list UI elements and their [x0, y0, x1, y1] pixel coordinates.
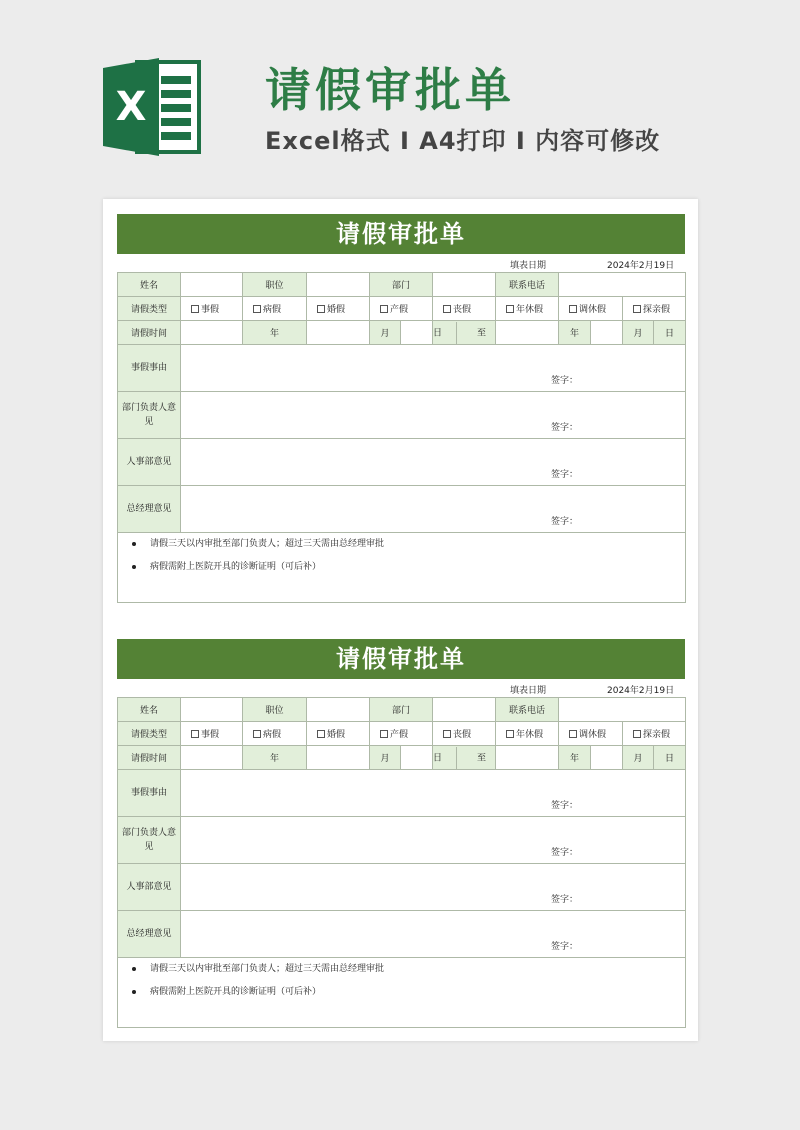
leave-type-label: 请假类型	[118, 297, 181, 321]
leave-type-option[interactable]: 病假	[243, 722, 307, 746]
gm-label: 总经理意见	[118, 911, 181, 958]
reason-label: 事假事由	[118, 770, 181, 817]
phone-input[interactable]	[559, 698, 686, 722]
dept-head-input[interactable]	[181, 817, 686, 864]
leave-type-option[interactable]: 调休假	[559, 297, 623, 321]
name-label: 姓名	[118, 698, 181, 722]
reason-input[interactable]	[181, 770, 686, 817]
leave-type-option[interactable]: 丧假	[433, 722, 496, 746]
department-input[interactable]	[433, 273, 496, 297]
reason-label: 事假事由	[118, 345, 181, 392]
year-unit: 年	[559, 746, 591, 770]
bullet-icon	[132, 565, 136, 569]
month-unit: 月	[623, 321, 654, 345]
gm-input[interactable]	[181, 486, 686, 533]
note-item: 请假三天以内审批至部门负责人；超过三天需由总经理审批	[132, 538, 685, 561]
phone-label: 联系电话	[496, 698, 559, 722]
form-table	[117, 697, 686, 1028]
page-title: 请假审批单	[265, 63, 515, 117]
date-row	[117, 254, 685, 272]
gm-input[interactable]	[181, 911, 686, 958]
year-unit: 年	[243, 321, 307, 345]
excel-logo-icon	[103, 58, 203, 156]
checkbox-icon[interactable]	[317, 730, 325, 738]
reason-input[interactable]	[181, 345, 686, 392]
start-month-input[interactable]	[307, 746, 370, 770]
form-title: 请假审批单	[117, 639, 685, 679]
leave-time-label: 请假时间	[118, 746, 181, 770]
signature-label: 签字：	[551, 470, 579, 480]
hr-input[interactable]	[181, 439, 686, 486]
hr-label: 人事部意见	[118, 439, 181, 486]
year-unit: 年	[559, 321, 591, 345]
leave-type-option[interactable]: 病假	[243, 297, 307, 321]
date-label: 填表日期	[510, 261, 547, 271]
name-input[interactable]	[181, 273, 243, 297]
leave-type-option[interactable]: 事假	[181, 297, 243, 321]
name-input[interactable]	[181, 698, 243, 722]
leave-time-label: 请假时间	[118, 321, 181, 345]
department-label: 部门	[370, 273, 433, 297]
day-to-cell: 日 至	[433, 746, 496, 770]
signature-label: 签字：	[551, 376, 579, 386]
leave-type-option[interactable]: 调休假	[559, 722, 623, 746]
phone-label: 联系电话	[496, 273, 559, 297]
leave-type-option[interactable]: 探亲假	[623, 722, 686, 746]
form-table	[117, 272, 686, 603]
start-year-input[interactable]	[181, 321, 243, 345]
bullet-icon	[132, 542, 136, 546]
dept-head-label: 部门负责人意见	[118, 817, 181, 864]
month-unit: 月	[623, 746, 654, 770]
svg-text:X: X	[115, 84, 147, 130]
dept-head-input[interactable]	[181, 392, 686, 439]
signature-label: 签字：	[551, 517, 579, 527]
leave-form	[117, 214, 685, 603]
signature-label: 签字：	[551, 895, 579, 905]
date-value: 2024年2月19日	[607, 686, 675, 696]
checkbox-icon[interactable]	[633, 305, 641, 313]
page-subtitle: Excel格式 I A4打印 I 内容可修改	[265, 127, 661, 155]
hr-input[interactable]	[181, 864, 686, 911]
bullet-icon	[132, 990, 136, 994]
notes-cell	[118, 958, 686, 1028]
leave-form	[117, 639, 685, 1028]
checkbox-icon[interactable]	[443, 730, 451, 738]
signature-label: 签字：	[551, 423, 579, 433]
note-item: 病假需附上医院开具的诊断证明（可后补）	[132, 561, 685, 584]
checkbox-icon[interactable]	[443, 305, 451, 313]
month-unit: 月	[370, 321, 401, 345]
day-unit: 日	[654, 746, 686, 770]
date-label: 填表日期	[510, 686, 547, 696]
checkbox-icon[interactable]	[191, 305, 199, 313]
date-row	[117, 679, 685, 697]
checkbox-icon[interactable]	[569, 730, 577, 738]
hr-label: 人事部意见	[118, 864, 181, 911]
start-day-input[interactable]	[401, 321, 433, 345]
day-unit: 日	[654, 321, 686, 345]
date-value: 2024年2月19日	[607, 261, 675, 271]
leave-type-option[interactable]: 婚假	[307, 722, 370, 746]
leave-type-option[interactable]: 事假	[181, 722, 243, 746]
signature-label: 签字：	[551, 848, 579, 858]
leave-type-option[interactable]: 探亲假	[623, 297, 686, 321]
end-year-input[interactable]	[496, 746, 559, 770]
leave-type-option[interactable]: 年休假	[496, 722, 559, 746]
note-item: 病假需附上医院开具的诊断证明（可后补）	[132, 986, 685, 1009]
department-input[interactable]	[433, 698, 496, 722]
checkbox-icon[interactable]	[506, 730, 514, 738]
end-year-input[interactable]	[496, 321, 559, 345]
start-day-input[interactable]	[401, 746, 433, 770]
signature-label: 签字：	[551, 801, 579, 811]
start-year-input[interactable]	[181, 746, 243, 770]
notes-cell	[118, 533, 686, 603]
page-header	[0, 0, 800, 190]
leave-type-option[interactable]: 年休假	[496, 297, 559, 321]
document-page	[103, 199, 698, 1041]
year-unit: 年	[243, 746, 307, 770]
checkbox-icon[interactable]	[506, 305, 514, 313]
month-unit: 月	[370, 746, 401, 770]
leave-type-option[interactable]: 丧假	[433, 297, 496, 321]
position-label: 职位	[243, 698, 307, 722]
leave-type-option[interactable]: 产假	[370, 297, 433, 321]
checkbox-icon[interactable]	[633, 730, 641, 738]
end-month-input[interactable]	[591, 746, 623, 770]
checkbox-icon[interactable]	[253, 305, 261, 313]
leave-type-option[interactable]: 产假	[370, 722, 433, 746]
checkbox-icon[interactable]	[380, 730, 388, 738]
leave-type-option[interactable]: 婚假	[307, 297, 370, 321]
form-title: 请假审批单	[117, 214, 685, 254]
end-month-input[interactable]	[591, 321, 623, 345]
position-input[interactable]	[307, 698, 370, 722]
checkbox-icon[interactable]	[253, 730, 261, 738]
start-month-input[interactable]	[307, 321, 370, 345]
department-label: 部门	[370, 698, 433, 722]
checkbox-icon[interactable]	[569, 305, 577, 313]
note-item: 请假三天以内审批至部门负责人；超过三天需由总经理审批	[132, 963, 685, 986]
position-label: 职位	[243, 273, 307, 297]
bullet-icon	[132, 967, 136, 971]
name-label: 姓名	[118, 273, 181, 297]
day-to-cell: 日 至	[433, 321, 496, 345]
checkbox-icon[interactable]	[191, 730, 199, 738]
signature-label: 签字：	[551, 942, 579, 952]
checkbox-icon[interactable]	[317, 305, 325, 313]
checkbox-icon[interactable]	[380, 305, 388, 313]
dept-head-label: 部门负责人意见	[118, 392, 181, 439]
position-input[interactable]	[307, 273, 370, 297]
gm-label: 总经理意见	[118, 486, 181, 533]
phone-input[interactable]	[559, 273, 686, 297]
leave-type-label: 请假类型	[118, 722, 181, 746]
